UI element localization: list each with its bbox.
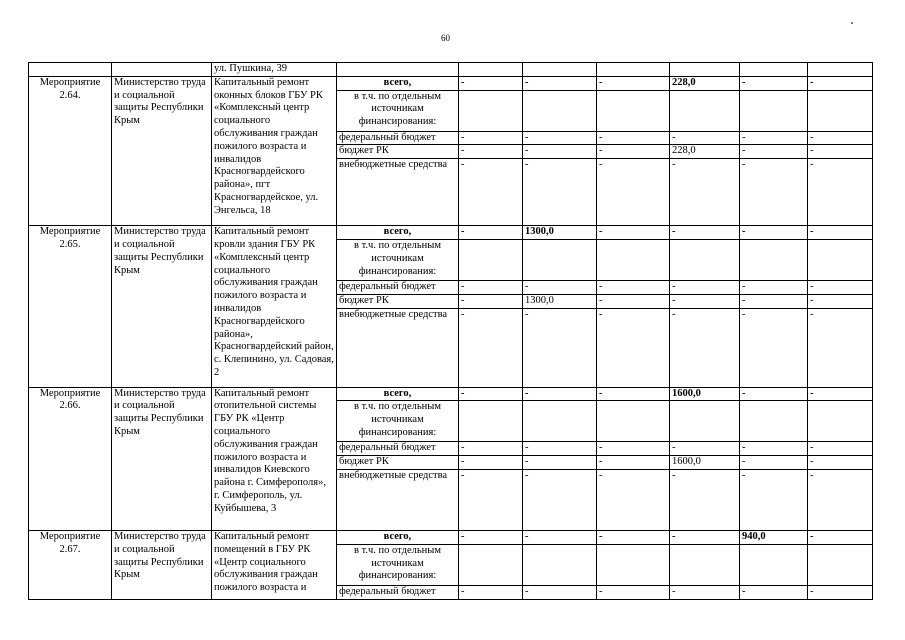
- cell: [740, 401, 808, 442]
- regional-value: 1300,0: [523, 294, 597, 308]
- event-name: Капитальный ремонт кровли здания ГБУ РК «Комплексный центр социального обслуживания граждан пожилого возраста и инвалидов Красногвардейского района», Красногвардейский район, с. Клепинино, ул. Садовая, 2: [212, 226, 337, 387]
- federal-label: федеральный бюджет: [337, 442, 459, 456]
- total-value: -: [670, 530, 740, 544]
- executor: Министерство труда и социальной защиты Республики Крым: [112, 226, 212, 387]
- total-value: -: [740, 387, 808, 401]
- regional-value: -: [459, 145, 523, 159]
- event-id: Мероприятие 2.64.: [29, 76, 112, 225]
- total-value: -: [670, 226, 740, 240]
- cell: [459, 401, 523, 442]
- total-value: -: [597, 530, 670, 544]
- total-label: всего,: [337, 226, 459, 240]
- federal-value: -: [670, 585, 740, 599]
- federal-value: -: [670, 442, 740, 456]
- federal-value: -: [597, 442, 670, 456]
- continuation-row: [29, 63, 873, 77]
- event-total-row: [29, 530, 873, 544]
- offbudget-value: -: [670, 159, 740, 226]
- federal-label: федеральный бюджет: [337, 585, 459, 599]
- cell: [670, 401, 740, 442]
- event-name: Капитальный ремонт оконных блоков ГБУ РК «Комплексный центр социального обслуживания граждан пожилого возраста и инвалидов Красногвардейского района», пгт Красногвардейское, ул. Энгельса, 18: [212, 76, 337, 225]
- cell: [337, 63, 459, 77]
- cell: [597, 63, 670, 77]
- cell: [808, 90, 873, 131]
- executor: Министерство труда и социальной защиты Республики Крым: [112, 530, 212, 599]
- federal-value: -: [808, 280, 873, 294]
- cell: [459, 239, 523, 280]
- federal-value: -: [459, 442, 523, 456]
- cell: [808, 239, 873, 280]
- federal-value: -: [808, 442, 873, 456]
- total-value: -: [523, 387, 597, 401]
- total-value: -: [808, 387, 873, 401]
- cell: [670, 63, 740, 77]
- cell: [740, 544, 808, 585]
- total-value: 228,0: [670, 76, 740, 90]
- offbudget-value: -: [597, 469, 670, 530]
- cell: [523, 90, 597, 131]
- regional-value: 1600,0: [670, 456, 740, 470]
- total-label: всего,: [337, 76, 459, 90]
- event-total-row: [29, 226, 873, 240]
- executor: Министерство труда и социальной защиты Республики Крым: [112, 76, 212, 225]
- total-value: -: [459, 387, 523, 401]
- federal-value: -: [597, 280, 670, 294]
- cell: [112, 63, 212, 77]
- offbudget-value: -: [597, 159, 670, 226]
- offbudget-label: внебюджетные средства: [337, 308, 459, 387]
- total-label: всего,: [337, 387, 459, 401]
- regional-value: -: [597, 145, 670, 159]
- offbudget-value: -: [740, 159, 808, 226]
- total-value: -: [597, 387, 670, 401]
- federal-value: -: [740, 280, 808, 294]
- cell: [597, 544, 670, 585]
- cell: [670, 90, 740, 131]
- total-value: -: [459, 76, 523, 90]
- offbudget-value: -: [459, 308, 523, 387]
- regional-value: -: [459, 456, 523, 470]
- federal-value: -: [523, 131, 597, 145]
- total-value: -: [459, 226, 523, 240]
- offbudget-label: внебюджетные средства: [337, 469, 459, 530]
- cell: [670, 239, 740, 280]
- cell: [597, 90, 670, 131]
- cell: [808, 544, 873, 585]
- cell: [740, 239, 808, 280]
- offbudget-value: -: [459, 469, 523, 530]
- regional-value: -: [808, 294, 873, 308]
- page-number: 60: [441, 33, 450, 43]
- executor: Министерство труда и социальной защиты Республики Крым: [112, 387, 212, 530]
- including-label: в т.ч. по отдельным источникам финансирования:: [337, 90, 459, 131]
- regional-label: бюджет РК: [337, 456, 459, 470]
- regional-value: -: [740, 294, 808, 308]
- federal-value: -: [670, 280, 740, 294]
- federal-label: федеральный бюджет: [337, 280, 459, 294]
- including-label: в т.ч. по отдельным источникам финансирования:: [337, 401, 459, 442]
- total-value: 1600,0: [670, 387, 740, 401]
- cell: [459, 90, 523, 131]
- cell: [740, 63, 808, 77]
- cell: [523, 401, 597, 442]
- offbudget-value: -: [523, 469, 597, 530]
- event-name: Капитальный ремонт помещений в ГБУ РК «Центр социального обслуживания граждан пожилого возраста и: [212, 530, 337, 599]
- federal-value: -: [808, 131, 873, 145]
- offbudget-value: -: [523, 308, 597, 387]
- regional-label: бюджет РК: [337, 294, 459, 308]
- cell: [523, 239, 597, 280]
- federal-value: -: [670, 131, 740, 145]
- federal-value: -: [808, 585, 873, 599]
- federal-label: федеральный бюджет: [337, 131, 459, 145]
- offbudget-value: -: [808, 308, 873, 387]
- total-value: -: [523, 530, 597, 544]
- cell: [670, 544, 740, 585]
- regional-value: -: [597, 456, 670, 470]
- federal-value: -: [523, 442, 597, 456]
- regional-value: -: [459, 294, 523, 308]
- total-value: -: [740, 76, 808, 90]
- regional-value: -: [808, 145, 873, 159]
- offbudget-label: внебюджетные средства: [337, 159, 459, 226]
- regional-value: -: [597, 294, 670, 308]
- cell: [808, 401, 873, 442]
- total-value: -: [523, 76, 597, 90]
- total-value: -: [597, 226, 670, 240]
- federal-value: -: [459, 585, 523, 599]
- offbudget-value: -: [459, 159, 523, 226]
- federal-value: -: [459, 280, 523, 294]
- total-value: -: [740, 226, 808, 240]
- cell: [29, 63, 112, 77]
- regional-value: -: [740, 456, 808, 470]
- total-value: -: [597, 76, 670, 90]
- federal-value: -: [740, 442, 808, 456]
- offbudget-value: -: [670, 308, 740, 387]
- budget-table: [28, 62, 873, 600]
- total-value: -: [459, 530, 523, 544]
- federal-value: -: [597, 585, 670, 599]
- event-id: Мероприятие 2.66.: [29, 387, 112, 530]
- cell: [808, 63, 873, 77]
- federal-value: -: [740, 131, 808, 145]
- federal-value: -: [740, 585, 808, 599]
- cell: [740, 90, 808, 131]
- offbudget-value: -: [670, 469, 740, 530]
- offbudget-value: -: [523, 159, 597, 226]
- cell: [597, 239, 670, 280]
- event-id: Мероприятие 2.67.: [29, 530, 112, 599]
- event-total-row: [29, 387, 873, 401]
- offbudget-value: -: [808, 159, 873, 226]
- cell: [597, 401, 670, 442]
- total-value: 940,0: [740, 530, 808, 544]
- regional-value: -: [808, 456, 873, 470]
- regional-value: -: [523, 145, 597, 159]
- total-value: -: [808, 226, 873, 240]
- offbudget-value: -: [740, 469, 808, 530]
- cell: [523, 63, 597, 77]
- regional-value: -: [670, 294, 740, 308]
- federal-value: -: [523, 585, 597, 599]
- federal-value: -: [597, 131, 670, 145]
- regional-value: -: [740, 145, 808, 159]
- regional-value: -: [523, 456, 597, 470]
- federal-value: -: [523, 280, 597, 294]
- offbudget-value: -: [740, 308, 808, 387]
- total-label: всего,: [337, 530, 459, 544]
- total-value: 1300,0: [523, 226, 597, 240]
- total-value: -: [808, 530, 873, 544]
- regional-label: бюджет РК: [337, 145, 459, 159]
- event-name: Капитальный ремонт отопительной системы ГБУ РК «Центр социального обслуживания граждан пожилого возраста и инвалидов Киевского района г. Симферополя», г. Симферополь, ул. Куйбышева, 3: [212, 387, 337, 530]
- scan-speck: [851, 22, 853, 24]
- address-cell: ул. Пушкина, 39: [212, 63, 337, 77]
- cell: [459, 63, 523, 77]
- offbudget-value: -: [808, 469, 873, 530]
- event-id: Мероприятие 2.65.: [29, 226, 112, 387]
- including-label: в т.ч. по отдельным источникам финансирования:: [337, 239, 459, 280]
- including-label: в т.ч. по отдельным источникам финансирования:: [337, 544, 459, 585]
- event-total-row: [29, 76, 873, 90]
- federal-value: -: [459, 131, 523, 145]
- cell: [459, 544, 523, 585]
- cell: [523, 544, 597, 585]
- offbudget-value: -: [597, 308, 670, 387]
- total-value: -: [808, 76, 873, 90]
- regional-value: 228,0: [670, 145, 740, 159]
